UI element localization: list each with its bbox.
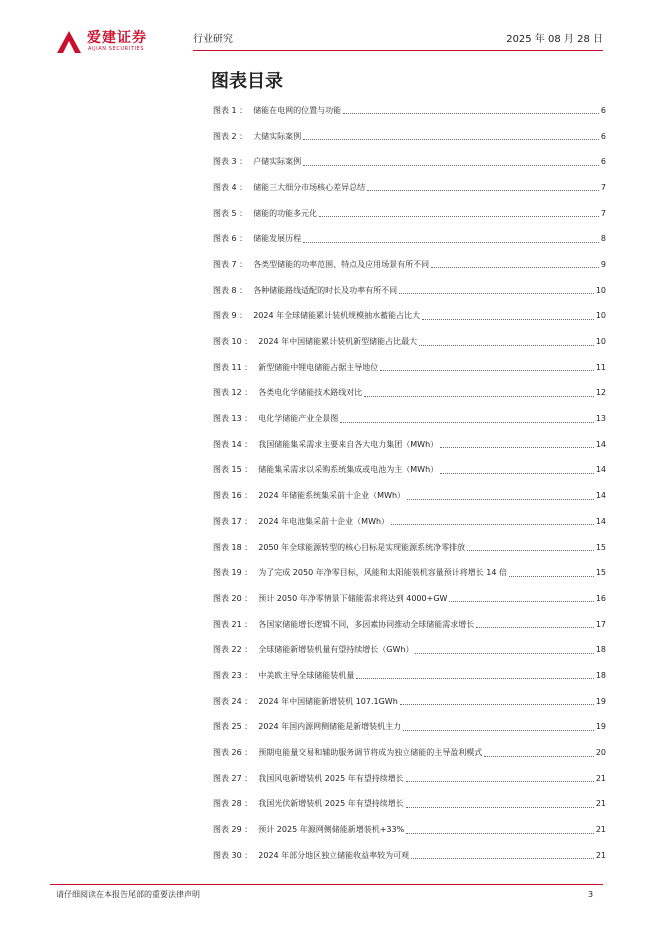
toc-dot-leader	[356, 678, 594, 679]
toc-entry-page: 21	[595, 850, 606, 860]
toc-entry[interactable]	[213, 766, 606, 792]
toc-entry[interactable]	[213, 637, 606, 663]
toc-entry-page: 10	[595, 285, 606, 295]
toc-entry-number: 图表 18 ：	[213, 542, 253, 552]
toc-entry-title: 中美欧主导全球储能装机量	[258, 670, 355, 680]
toc-entry-title: 各类型储能的功率范围、特点及应用场景有所不同	[253, 259, 430, 269]
page-header	[0, 0, 662, 60]
toc-entry-page: 20	[595, 748, 606, 758]
toc-entry-number: 图表 14 ：	[213, 439, 253, 449]
toc-entry[interactable]	[213, 329, 606, 355]
toc-entry-number: 图表 27 ：	[213, 773, 253, 783]
toc-entry-number: 图表 23 ：	[213, 670, 253, 680]
toc-entry-number: 图表 2 ：	[213, 131, 248, 141]
toc-entry-page: 19	[595, 722, 606, 732]
toc-entry[interactable]	[213, 149, 606, 175]
toc-entry[interactable]	[213, 124, 606, 150]
toc-entry-number: 图表 15 ：	[213, 465, 253, 475]
report-category: 行业研究	[193, 34, 233, 45]
toc-entry-number: 图表 12 ：	[213, 388, 253, 398]
toc-entry[interactable]	[213, 843, 606, 869]
toc-entry[interactable]	[213, 715, 606, 741]
toc-entry-page: 21	[595, 773, 606, 783]
toc-dot-leader	[484, 756, 594, 757]
toc-entry-title: 各国家储能增长逻辑不同，多因素协同推动全球储能需求增长	[258, 619, 475, 629]
logo-mark-icon	[56, 30, 82, 54]
toc-entry-title: 2024 年全球储能累计装机规模抽水蓄能占比大	[253, 311, 421, 321]
toc-dot-leader	[403, 730, 594, 731]
toc-entry-number: 图表 20 ：	[213, 593, 253, 603]
toc-entry-title: 储能发展历程	[253, 234, 302, 244]
toc-entry-page: 6	[600, 105, 606, 115]
toc-entry-title: 我国风电新增装机 2025 年有望持续增长	[258, 773, 404, 783]
header-divider	[193, 50, 603, 51]
toc-dot-leader	[303, 139, 599, 140]
toc-entry-number: 图表 5 ：	[213, 208, 248, 218]
toc-dot-leader	[422, 319, 594, 320]
toc-entry-title: 储能三大细分市场核心差异总结	[253, 182, 366, 192]
toc-entry-number: 图表 6 ：	[213, 234, 248, 244]
toc-dot-leader	[406, 781, 594, 782]
toc-entry-title: 储能集采需求以采购系统集成或电池为主（MWh）	[258, 465, 439, 475]
toc-entry-title: 2024 年电池集采前十企业（MWh）	[258, 516, 390, 526]
toc-entry-number: 图表 1 ：	[213, 105, 248, 115]
toc-entry-number: 图表 11 ：	[213, 362, 253, 372]
toc-entry-page: 9	[600, 259, 606, 269]
toc-entry-page: 11	[595, 362, 606, 372]
toc-dot-leader	[319, 216, 599, 217]
toc-entry[interactable]	[213, 355, 606, 381]
toc-dot-leader	[415, 653, 593, 654]
toc-entry-number: 图表 3 ：	[213, 157, 248, 167]
toc-entry-number: 图表 7 ：	[213, 259, 248, 269]
toc-entry-page: 6	[600, 157, 606, 167]
toc-entry[interactable]	[213, 586, 606, 612]
logo-text: 爱建证券	[87, 30, 147, 46]
toc-entry-number: 图表 4 ：	[213, 182, 248, 192]
toc-entry[interactable]	[213, 406, 606, 432]
toc-entry-number: 图表 28 ：	[213, 799, 253, 809]
page-number: 3	[588, 890, 594, 899]
toc-entry-page: 17	[595, 619, 606, 629]
toc-entry-number: 图表 22 ：	[213, 645, 253, 655]
toc-entry-page: 21	[595, 825, 606, 835]
toc-entry[interactable]	[213, 663, 606, 689]
toc-entry-number: 图表 21 ：	[213, 619, 253, 629]
toc-entry-title: 预期电能量交易和辅助服务调节将成为独立储能的主导盈利模式	[258, 748, 483, 758]
toc-dot-leader	[303, 242, 599, 243]
toc-entry[interactable]	[213, 817, 606, 843]
toc-entry-page: 14	[595, 491, 606, 501]
toc-entry-page: 7	[600, 208, 606, 218]
toc-entry-number: 图表 17 ：	[213, 516, 253, 526]
toc-entry-page: 14	[595, 465, 606, 475]
toc-entry-title: 各类电化学储能技术路线对比	[258, 388, 363, 398]
toc-entry-number: 图表 25 ：	[213, 722, 253, 732]
company-logo	[56, 30, 166, 54]
toc-entry-title: 2024 年部分地区独立储能收益率较为可观	[258, 850, 410, 860]
toc-dot-leader	[391, 524, 594, 525]
toc-entry-title: 2024 年中国储能新增装机 107.1GWh	[258, 696, 398, 706]
toc-dot-leader	[406, 833, 594, 834]
toc-dot-leader	[400, 704, 594, 705]
toc-dot-leader	[509, 576, 594, 577]
toc-entry-title: 大储实际案例	[253, 131, 302, 141]
toc-entry-title: 预计 2025 年源网侧储能新增装机+33%	[258, 825, 405, 835]
toc-entry-number: 图表 19 ：	[213, 568, 253, 578]
toc-entry-page: 19	[595, 696, 606, 706]
toc-dot-leader	[431, 267, 599, 268]
toc-entry[interactable]	[213, 560, 606, 586]
toc-entry-page: 15	[595, 568, 606, 578]
toc-entry-number: 图表 10 ：	[213, 337, 253, 347]
report-date: 2025 年 08 月 28 日	[506, 34, 603, 45]
toc-entry-page: 13	[595, 414, 606, 424]
toc-entry[interactable]	[213, 535, 606, 561]
toc-entry-page: 8	[600, 234, 606, 244]
toc-entry[interactable]	[213, 98, 606, 124]
footer-divider	[50, 884, 603, 885]
toc-entry[interactable]	[213, 252, 606, 278]
toc-entry-title: 我国光伏新增装机 2025 年有望持续增长	[258, 799, 404, 809]
toc-dot-leader	[449, 601, 593, 602]
toc-entry-page: 21	[595, 799, 606, 809]
toc-entry[interactable]	[213, 458, 606, 484]
toc-dot-leader	[411, 858, 594, 859]
toc-dot-leader	[419, 345, 594, 346]
toc-entry[interactable]	[213, 201, 606, 227]
toc-entry-title: 各种储能路线适配的时长及功率有所不同	[253, 285, 398, 295]
toc-dot-leader	[380, 370, 594, 371]
toc-entry-title: 电化学储能产业全景图	[258, 414, 339, 424]
toc-entry[interactable]	[213, 175, 606, 201]
toc-dot-leader	[467, 550, 594, 551]
toc-entry-title: 2024 年国内源网侧储能是新增装机主力	[258, 722, 402, 732]
toc-entry[interactable]	[213, 432, 606, 458]
toc-entry[interactable]	[213, 792, 606, 818]
toc-entry-title: 2050 年全球能源转型的核心目标是实现能源系统净零排放	[258, 542, 466, 552]
toc-entry-title: 全球储能新增装机量有望持续增长（GWh）	[258, 645, 414, 655]
toc-entry[interactable]	[213, 740, 606, 766]
toc-entry-page: 7	[600, 182, 606, 192]
toc-dot-leader	[407, 499, 594, 500]
legal-disclaimer: 请仔细阅读在本报告尾部的重要法律声明	[56, 890, 200, 899]
toc-entry[interactable]	[213, 278, 606, 304]
toc-entry-number: 图表 16 ：	[213, 491, 253, 501]
toc-entry-page: 18	[595, 670, 606, 680]
toc-entry-page: 16	[595, 593, 606, 603]
toc-entry[interactable]	[213, 509, 606, 535]
toc-entry-page: 12	[595, 388, 606, 398]
toc-dot-leader	[440, 473, 594, 474]
toc-entry[interactable]	[213, 381, 606, 407]
toc-entry-title: 2024 年中国储能累计装机新型储能占比最大	[258, 337, 418, 347]
toc-entry-page: 14	[595, 516, 606, 526]
toc-entry-title: 储能的功能多元化	[253, 208, 318, 218]
toc-entry-title: 为了完成 2050 年净零目标，风能和太阳能装机容量预计将增长 14 倍	[258, 568, 507, 578]
toc-dot-leader	[476, 627, 594, 628]
toc-entry-title: 储能在电网的位置与功能	[253, 105, 342, 115]
toc-entry[interactable]	[213, 304, 606, 330]
toc-dot-leader	[303, 165, 599, 166]
toc-entry-number: 图表 29 ：	[213, 825, 253, 835]
toc-dot-leader	[406, 807, 594, 808]
toc-entry-page: 6	[600, 131, 606, 141]
toc-entry-page: 14	[595, 439, 606, 449]
toc-entry-number: 图表 24 ：	[213, 696, 253, 706]
toc-entry[interactable]	[213, 612, 606, 638]
toc-entry-number: 图表 26 ：	[213, 748, 253, 758]
toc-entry-page: 15	[595, 542, 606, 552]
toc-entry-number: 图表 9 ：	[213, 311, 248, 321]
toc-dot-leader	[399, 293, 594, 294]
toc-entry-title: 新型储能中锂电储能占据主导地位	[258, 362, 379, 372]
toc-dot-leader	[364, 396, 594, 397]
toc-dot-leader	[367, 190, 599, 191]
toc-entry-page: 10	[595, 337, 606, 347]
toc-entry-number: 图表 13 ：	[213, 414, 253, 424]
toc-entry-title: 2024 年储能系统集采前十企业（MWh）	[258, 491, 406, 501]
logo-subtext: AIJIAN SECURITIES	[88, 46, 145, 52]
toc-entry-page: 18	[595, 645, 606, 655]
toc-entry[interactable]	[213, 226, 606, 252]
toc-entry-number: 图表 8 ：	[213, 285, 248, 295]
toc-entry-title: 户储实际案例	[253, 157, 302, 167]
toc-title: 图表目录	[211, 71, 283, 92]
toc-dot-leader	[440, 447, 594, 448]
toc-dot-leader	[340, 422, 594, 423]
toc-entry[interactable]	[213, 483, 606, 509]
toc-entry-title: 我国储能集采需求主要来自各大电力集团（MWh）	[258, 439, 439, 449]
toc-entry-title: 预计 2050 年净零情景下储能需求将达到 4000+GW	[258, 593, 448, 603]
toc-entry[interactable]	[213, 689, 606, 715]
toc-entry-number: 图表 30 ：	[213, 850, 253, 860]
figure-list	[213, 98, 606, 869]
toc-dot-leader	[343, 113, 599, 114]
toc-entry-page: 10	[595, 311, 606, 321]
